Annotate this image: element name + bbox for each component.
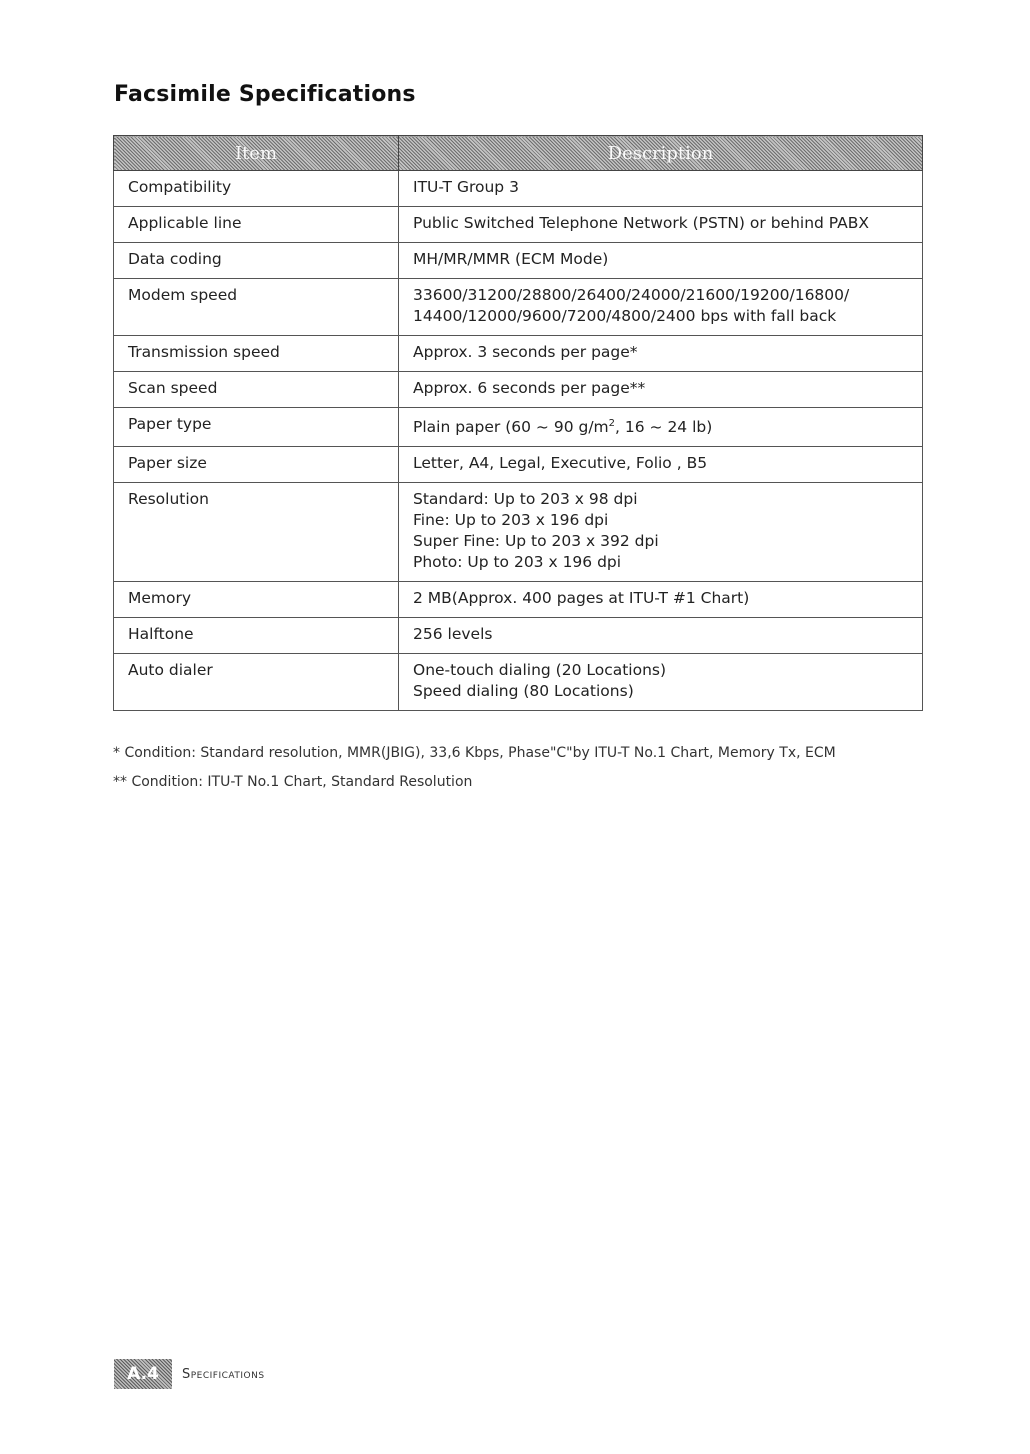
description-line: 256 levels: [413, 625, 493, 643]
table-row: [114, 243, 923, 279]
description-line: 33600/31200/28800/26400/24000/21600/19200/16800/: [413, 286, 850, 304]
description-cell: [399, 483, 923, 582]
table-row: [114, 171, 923, 207]
table-row: [114, 207, 923, 243]
footnotes: [113, 743, 933, 801]
description-cell: [399, 243, 923, 279]
item-cell: Paper size: [114, 447, 399, 483]
item-cell: Memory: [114, 582, 399, 618]
description-line: Super Fine: Up to 203 x 392 dpi: [413, 532, 659, 550]
item-cell: Scan speed: [114, 372, 399, 408]
description-line: Approx. 6 seconds per page**: [413, 379, 646, 397]
section-name: Specifications: [182, 1366, 265, 1382]
description-line: One-touch dialing (20 Locations): [413, 661, 667, 679]
description-cell: [399, 408, 923, 447]
item-cell: Auto dialer: [114, 654, 399, 711]
description-line: Standard: Up to 203 x 98 dpi: [413, 490, 638, 508]
description-line: MH/MR/MMR (ECM Mode): [413, 250, 609, 268]
header-item: Item: [114, 136, 399, 171]
table-row: [114, 447, 923, 483]
superscript: 2: [608, 417, 616, 429]
description-cell: [399, 372, 923, 408]
description-line: Photo: Up to 203 x 196 dpi: [413, 553, 622, 571]
description-line: Speed dialing (80 Locations): [413, 682, 634, 700]
description-line: Approx. 3 seconds per page*: [413, 343, 638, 361]
description-cell: [399, 171, 923, 207]
table-row: [114, 618, 923, 654]
footnote-scan: ** Condition: ITU-T No.1 Chart, Standard Resolution: [113, 774, 473, 790]
description-line: Public Switched Telephone Network (PSTN) or behind PABX: [413, 214, 869, 232]
description-cell: [399, 582, 923, 618]
description-cell: [399, 654, 923, 711]
description-cell: [399, 279, 923, 336]
item-cell: Applicable line: [114, 207, 399, 243]
table-row: [114, 336, 923, 372]
table-row: [114, 408, 923, 447]
item-cell: Compatibility: [114, 171, 399, 207]
description-line: Fine: Up to 203 x 196 dpi: [413, 511, 609, 529]
item-cell: Resolution: [114, 483, 399, 582]
description-line: Letter, A4, Legal, Executive, Folio , B5: [413, 454, 708, 472]
description-cell: [399, 207, 923, 243]
specifications-table: [113, 135, 923, 711]
description-line: Plain paper (60 ~ 90 $g/m^2$, 16 ~ 24 lb): [413, 417, 713, 436]
page-number-badge: A.4: [114, 1359, 172, 1389]
description-line: 14400/12000/9600/7200/4800/2400 bps with fall back: [413, 307, 837, 325]
description-cell: [399, 618, 923, 654]
description-cell: [399, 336, 923, 372]
page-footer: [114, 1359, 265, 1389]
table-row: [114, 582, 923, 618]
item-cell: Paper type: [114, 408, 399, 447]
table-row: [114, 279, 923, 336]
footnote-transmission: * Condition: Standard resolution, MMR(JBIG), 33,6 Kbps, Phase"C"by ITU-T No.1 Chart, Memory Tx, ECM: [113, 745, 836, 761]
description-cell: [399, 447, 923, 483]
table-row: [114, 483, 923, 582]
page-title: Facsimile Specifications: [114, 82, 416, 107]
description-line: 2 MB(Approx. 400 pages at ITU-T #1 Chart): [413, 589, 750, 607]
table-row: [114, 654, 923, 711]
item-cell: Modem speed: [114, 279, 399, 336]
header-description: Description: [399, 136, 923, 171]
item-cell: Data coding: [114, 243, 399, 279]
table-header-row: [114, 136, 923, 171]
description-line: ITU-T Group 3: [413, 178, 519, 196]
item-cell: Halftone: [114, 618, 399, 654]
table-row: [114, 372, 923, 408]
item-cell: Transmission speed: [114, 336, 399, 372]
